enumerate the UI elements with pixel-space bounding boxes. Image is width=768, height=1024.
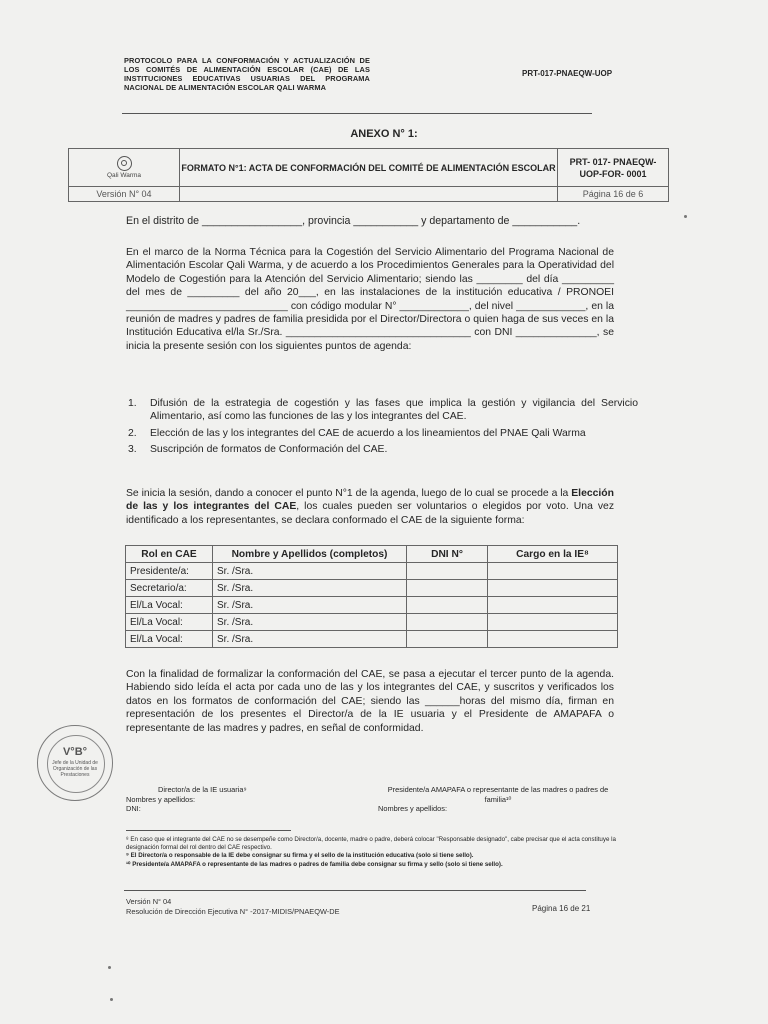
agenda-list xyxy=(126,397,638,460)
logo-text: Qali Warma xyxy=(106,172,142,179)
scan-speck xyxy=(110,998,113,1001)
signature-amapafa-names: Nombres y apellidos: xyxy=(378,804,448,813)
format-version: Versión N° 04 xyxy=(69,187,180,202)
stamp-vb: V°B° xyxy=(62,746,88,758)
format-title: FORMATO N°1: ACTA DE CONFORMACIÓN DEL COMITÉ DE ALIMENTACIÓN ESCOLAR xyxy=(180,149,558,187)
col-header-dni: DNI N° xyxy=(407,546,488,563)
table-row: El/La Vocal: Sr. /Sra. xyxy=(126,597,618,614)
session-bold-phrase: Elección de las y los integrantes del CAE xyxy=(126,488,614,513)
main-paragraph: En el marco de la Norma Técnica para la Cogestión del Servicio Alimentario del Programa Nacional de Alimentación Escolar Qali Warma, y de acuerdo a los Procedimientos Generales para la Operatividad del Modelo de Cogestión para la Atención del Servicio Alimentario; siendo las ________ del día _________ del mes de _________ del año 20___, en las instalaciones de la institución educativa / PRONOEI ____________________________ con código modular N° ____________, del nivel ____________, en la reunión de madres y padres de familia presidida por el Director/Directora o quien haga de sus veces en la Institución Educativa el/la Sr./Sra. ________________________________ con DNI ______________, se inicia la presente sesión con los siguientes puntos de agenda: xyxy=(126,247,614,352)
qali-warma-logo xyxy=(69,149,180,187)
table-row: El/La Vocal: Sr. /Sra. xyxy=(126,631,618,648)
footnote: ⁸ En caso que el integrante del CAE no se desempeñe como Director/a, docente, madre o padre, deberá colocar "Responsable designado", cabe precisar que el acta constituye la designación formal del rol dentro del CAE respectivo. xyxy=(126,836,616,852)
agenda-item: 1. Difusión de la estrategia de cogestión y las fases que implica la gestión y vigilancia del Servicio Alimentario, así como las funciones de las y los integrantes del CAE. xyxy=(128,398,638,423)
closing-paragraph: Con la finalidad de formalizar la conformación del CAE, se pasa a ejecutar el tercer punto de la agenda. Habiendo sido leída el acta por cada uno de las y los integrantes del CAE, y suscritos y verificados los datos en los formatos de conformación del CAE; siendo las ______horas del mismo día, firman en representación de los presentes el Director/a de la IE usuaria y el Presidente de AMAPAFA o representante de las madres y padres, en señal de conformidad. xyxy=(126,669,614,734)
stamp-text: Jefe de la Unidad de Organización de las Prestaciones xyxy=(52,760,98,778)
approval-stamp xyxy=(37,725,113,801)
qali-warma-logo-icon xyxy=(117,156,132,171)
cae-members-table xyxy=(125,545,618,648)
agenda-item: 2. Elección de las y los integrantes del CAE de acuerdo a los lineamientos del PNAE Qali Warma xyxy=(128,427,586,439)
col-header-role: Rol en CAE xyxy=(126,546,213,563)
table-row: Secretario/a: Sr. /Sra. xyxy=(126,580,618,597)
protocol-title: PROTOCOLO PARA LA CONFORMACIÓN Y ACTUALIZACIÓN DE LOS COMITÉS DE ALIMENTACIÓN ESCOLAR (CAE) DE LAS INSTITUCIONES EDUCATIVAS USUARIAS DEL PROGRAMA NACIONAL DE ALIMENTACIÓN ESCOLAR QALI WARMA xyxy=(124,56,370,92)
format-header-table xyxy=(68,148,669,202)
scan-speck xyxy=(684,215,687,218)
signature-amapafa-title: Presidente/a AMAPAFA o representante de las madres o padres de familia¹⁰ xyxy=(387,785,609,804)
scan-speck xyxy=(108,966,111,969)
col-header-name: Nombre y Apellidos (completos) xyxy=(213,546,407,563)
footer-divider xyxy=(124,890,586,891)
footer-version: Versión N° 04 xyxy=(126,897,172,906)
session-paragraph: Se inicia la sesión, dando a conocer el punto N°1 de la agenda, luego de lo cual se procede a la Elección de las y los integrantes del CAE, los cuales pueden ser voluntarios o elegidos por voto. Una vez identificado a los representantes, se declara conformado el CAE de la siguiente forma: xyxy=(126,488,615,526)
footnote: ⁹ El Director/a o responsable de la IE debe consignar su firma y el sello de la institución educativa (solo si tiene sello). xyxy=(126,852,474,860)
signature-director-title: Director/a de la IE usuaria⁹ xyxy=(158,785,247,794)
signature-amapafa xyxy=(378,785,618,814)
footnotes xyxy=(126,836,616,869)
table-row: El/La Vocal: Sr. /Sra. xyxy=(126,614,618,631)
format-blank-cell xyxy=(180,187,558,202)
footer-page-number: Página 16 de 21 xyxy=(532,904,591,913)
footer-version-block xyxy=(126,897,340,916)
footer-resolution: Resolución de Dirección Ejecutiva N° -2017-MIDIS/PNAEQW-DE xyxy=(126,906,340,916)
signature-director xyxy=(126,785,326,814)
signature-director-dni: DNI: xyxy=(126,804,141,813)
footnote-divider xyxy=(126,830,291,831)
header-divider xyxy=(122,113,592,114)
annex-title: ANEXO N° 1: xyxy=(350,128,418,140)
format-page: Página 16 de 6 xyxy=(558,187,669,202)
agenda-item: 3. Suscripción de formatos de Conformación del CAE. xyxy=(128,444,388,456)
col-header-cargo: Cargo en la IE⁸ xyxy=(488,546,618,563)
signature-director-names: Nombres y apellidos: xyxy=(126,794,196,804)
table-row: Presidente/a: Sr. /Sra. xyxy=(126,563,618,580)
protocol-code: PRT-017-PNAEQW-UOP xyxy=(522,69,613,78)
district-line: En el distrito de _________________, provincia ___________ y departamento de ___________. xyxy=(126,215,581,227)
footnote: ¹⁰ Presidente/a AMAPAFA o representante de las madres o padres de familia debe consignar su firma y sello (solo si tiene sello). xyxy=(126,860,503,868)
format-code: PRT- 017- PNAEQW- UOP-FOR- 0001 xyxy=(558,149,669,187)
